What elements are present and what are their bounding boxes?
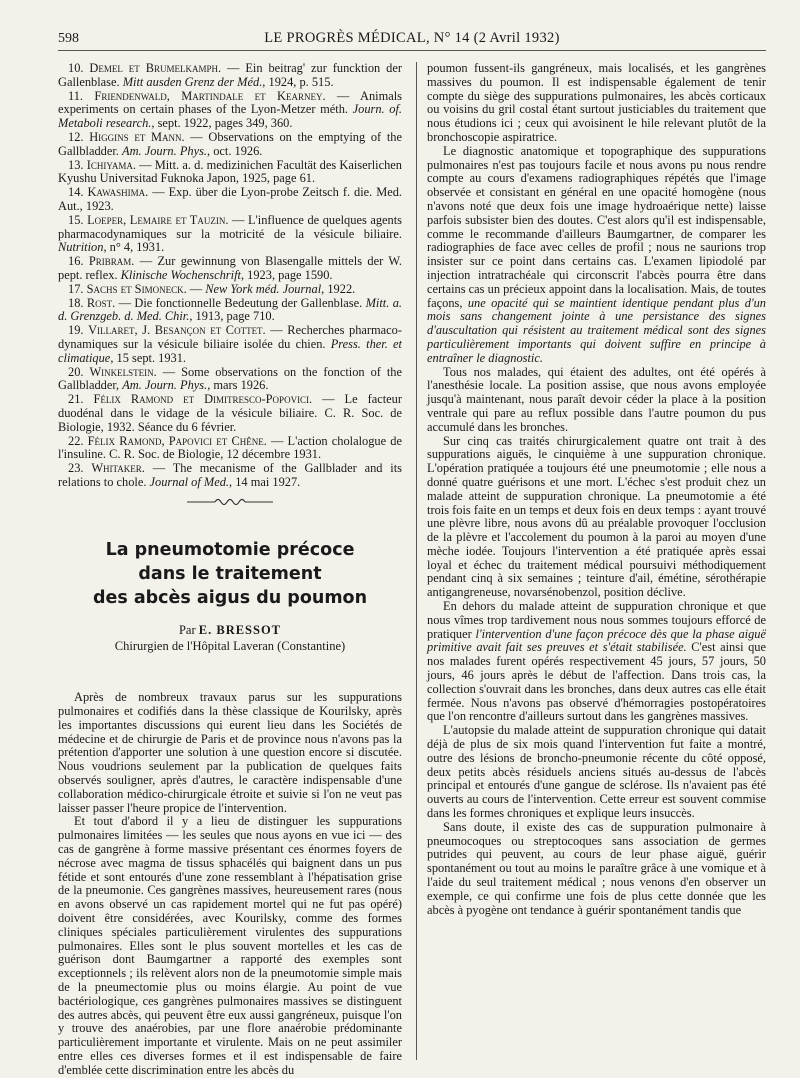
body-paragraph [427,62,766,145]
reference-item [58,131,402,159]
paragraph-text: Sans doute, il existe des cas de suppuration pulmonaire à pneumocoques ou streptocoques sans association de germes putrides qui peuvent, au cours de leur phase aiguë, guérir spontanément ou tout au moins le paraître grâce à une vomique et à l'aide du seul traitement médical ; nous venons d'en observer un exemple, ce qui confirme une fois de plus cette donnée que les abcès à pyogène ont tendance à guérir spontanément tandis que [427,819,766,917]
reference-details: , sept. 1922, pages 349, 360. [151,116,293,131]
reference-journal: Am. Journ. Phys. [122,378,208,393]
title-line-2: dans le traitement [138,563,322,584]
reference-text: — Die fonctionnelle Bedeutung der Gallenblase. [115,295,366,310]
reference-authors: Friendenwald, Martindale et Kearney. [94,88,326,103]
body-paragraph [427,435,766,601]
reference-item [58,435,402,463]
right-column [425,62,766,1078]
article-title [58,538,402,610]
paragraph-emphasis: l'intervention d'une façon précoce dès que la phase aiguë primitive avait fait ses preuves et s'était stabilisée. [427,626,766,655]
reference-number: 17. [68,281,87,296]
reference-item [58,255,402,283]
reference-authors: Loeper, Lemaire et Tauzin. [87,212,229,227]
body-paragraph [427,724,766,821]
reference-authors: Félix Ramond et Dimitresco-Popovici. [93,392,313,407]
paragraph-text: poumon fussent-ils gangréneux, mais localisés, et les gangrènes massives du poumon. Il est indispensable également de tenir compte du siège des suppurations pulmonaires, les abcès corticaux ou voisins du gril costal étant surtout justiciables du traitement que nous étudions ici ; ceux qui avoisinent le hile relevant plutôt de la bronchoscopie aspiratrice. [427,61,766,144]
reference-text: — Some observations on the fonction of the Gallbladder, [58,364,402,393]
ornament-icon [185,496,275,508]
reference-list [58,62,402,490]
reference-authors: Kawashima. [87,185,149,200]
body-paragraph [427,600,766,724]
reference-authors: Pribram. [88,254,135,269]
reference-authors: Félix Ramond, Papovici et Chêne. [87,433,267,448]
reference-item [58,186,402,214]
reference-journal: Klinische Wochenschrift [120,267,241,282]
reference-authors: Higgins et Mann. [89,129,185,144]
reference-text: — [186,281,206,296]
reference-journal: Press. ther. et climatique [58,336,402,365]
reference-item [58,90,402,131]
paragraph-text: L'autopsie du malade atteint de suppuration chronique qui datait déjà de plus de six mois quand l'intervention fut faite a montré, outre des lésions de broncho-pneumonie récente du côté opposé, deux petits abcès résiduels anciens situés au-dessus de l'abcès principal et entourés d'une gangue de sclérose. Ils n'avaient pas été ouverts au cours de l'intervention. Cette erreur est souvent commise dans les formes chroniques et explique leurs insuccès. [427,723,766,821]
reference-number: 20. [68,364,90,379]
reference-text: — L'influence de quelques agents pharmacodynamiques sur la motricité de la vésicule biliaire. [58,212,402,241]
reference-number: 12. [68,129,90,144]
reference-number: 14. [68,185,88,200]
reference-text: — Zur gewinnung von Blasengalle mittels der W. pept. reflex. [58,254,402,282]
title-line-1: La pneumotomie précoce [105,539,355,560]
reference-text: — Mitt. a. d. medizinichen Facultät des Kaiserlichen Kyushu Universitad Fuknoka Japon, 1925, page 61. [58,157,402,186]
reference-number: 16. [68,254,89,269]
reference-number: 13. [68,157,87,172]
reference-item [58,159,402,187]
reference-journal: Mitt ausden Grenz der Méd. [122,74,263,89]
reference-item [58,324,402,365]
reference-authors: Sachs et Simoneck. [86,281,187,296]
reference-authors: Ichiyama. [86,157,136,172]
reference-item [58,297,402,325]
body-paragraph [427,821,766,918]
reference-item [58,462,402,490]
reference-details: , 1924, p. 515. [262,74,334,89]
reference-details: , 1923, page 1590. [240,267,333,282]
reference-number: 10. [68,61,90,75]
reference-details: , 1913, page 710. [189,309,275,324]
reference-journal: Am. Journ. Phys. [122,143,207,158]
paragraph-text: Tous nos malades, qui étaient des adultes, ont été opérés à l'anesthésie locale. La position assise, que nous avons employée jusqu'à maintenant, nous paraît devoir céder la place à la position ventrale qui pare au reflux possible dans l'autre poumon du pus accumulé dans les bronches. [427,364,766,434]
reference-number: 22. [68,433,88,448]
reference-details: , oct. 1926. [207,143,263,158]
paragraph-text: En dehors du malade atteint de suppuration chronique et que nous vîmes trop tardivement nous nous sommes toujours efforcé de pratiquer [427,599,766,641]
reference-authors: Whitaker. [91,461,145,476]
body-paragraph: Et tout d'abord il y a lieu de distinguer les suppurations pulmonaires limitées — les seules que nous ayons en vue ici — des cas de gangrène à forme massive présentant ces énormes foyers de nécrose avec magma de tissus sphacélés qui baignent dans un pus fétide et sont entourés d'une zone ressemblant à l'hépatisation grise de la pneumonie. Ces gangrènes massives, heureusement rares (nous en avons observé un cas rapidement mortel qui ne fut pas opéré) doivent être considérées, avec Kourilsky, comme des formes cliniques spéciales particulièrement virulentes des suppurations pulmonaires. Elles sont le plus souvent mortelles et les cas de guérison dont Baumgartner a rapporté des exemples sont exceptionnels ; ils relèvent alors non de la pneumotomie simple mais de la pneumectomie plus ou moins élargie. Au point de vue bactériologique, ces gangrènes pulmonaires massives se distinguent des autres abcès, qui peuvent être eux aussi gangréneux, puisque l'on y trouve des anaérobies, par une flore anaérobie prédominante particulièrement importante et virulente. Mais on ne peut assimiler entre elles ces diverses formes et il est indispensable de faire d'emblée cette discrimination entre les abcès du [58,814,402,1077]
left-column [58,62,408,1078]
reference-authors: Villaret, J. Besançon et Cottet. [88,323,266,338]
reference-number: 18. [68,295,87,310]
reference-details: , 14 mai 1927. [229,474,301,489]
right-body-text [427,62,766,917]
paragraph-emphasis: une opacité qui se maintient identique pendant plus d'un mois sans changement jointe à une persistance des signes d'auscultation qui résistent au traitement médical sont des signes particulièrement importants qui doivent suffire en principe à entraîner le diagnostic. [427,295,766,365]
reference-journal: New York méd. Journal [205,281,322,296]
paragraph-text: Sur cinq cas traités chirurgicalement quatre ont trait à des suppurations aiguës, le cinquième à une suppuration chronique. L'opération pratiquée a toujours été une pneumotomie ; elle nous a donné quatre guérisons et une mort. L'échec s'est produit chez un malade atteint de suppuration chronique. La pneumotomie a été trois fois faite en un temps et deux fois en deux temps : ayant trouvé une plèvre libre, nous avons dû au préalable provoquer l'occlusion de la plèvre et l'accolement du poumon à la paroi au moyen d'une mèche iodée. Toujours l'intervention a été pratiquée après essai loyal et échec du traitement médical poursuivi méthodiquement pendant cinq à six semaines ; teinture d'ail, émétine, sérothérapie antigangreneuse, novarsénobenzol, position déclive. [427,433,766,600]
reference-item [58,62,402,90]
reference-number: 19. [68,323,89,338]
reference-item [58,283,402,297]
paragraph-text-continued: C'est ainsi que nos malades furent opérés respectivement 45 jours, 57 jours, 50 jours, 46 jours après le début de l'affection. Dans trois cas, la collection s'ouvrait dans les bronches, dans deux autres cas elle était fermée. Nous n'avons pas observé d'hémorragies postopératoires que l'on rencontre d'ailleurs surtout dans les gangrènes massives. [427,640,766,724]
title-line-3: des abcès aigus du poumon [92,587,368,608]
reference-text: — Le facteur duodénal dans le vidage de la vésicule biliaire. C. R. Soc. de Biologie, 1932. Séance du 6 février. [58,392,402,434]
body-paragraph [427,145,766,366]
reference-journal: Mitt. a. d. Grenzgeb. d. Med. Chir. [58,295,402,324]
reference-authors: Rost. [86,295,116,310]
reference-details: , mars 1926. [207,378,269,393]
reference-journal: Nutrition [58,240,104,255]
reference-details: , n° 4, 1931. [103,240,165,255]
column-rule [416,62,417,1060]
reference-details: , 15 sept. 1931. [110,350,187,365]
reference-text: — Exp. über die Lyon-probe Zeitsch f. die. Med. Aut., 1923. [58,185,403,213]
reference-details: , 1922. [321,281,356,296]
reference-text: — L'action cholalogue de l'insuline. C. R. Soc. de Biologie, 12 décembre 1931. [58,433,402,462]
reference-text: — Ein beitrag' zur funcktion der Gallenblase. [58,61,402,89]
reference-journal: Journ. of. Metaboli research. [58,102,402,131]
reference-number: 23. [68,461,92,476]
paragraph-text: Le diagnostic anatomique et topographique des suppurations pulmonaires n'est pas toujours facile et nous avons pu nous rendre compte au cours d'examens radiographiques répétés que l'image observée et consistant en général en une opacité homogène (nous n'avons noté que deux fois une image hydroaérique nette) laisse parfois subsister bien des doutes. C'est alors qu'il est indispensable, comme le recommande d'ailleurs Baumgartner, de comparer les radiographies de face avec celles de profil ; nous ne saurions trop insister sur ce point dans certains cas. L'examen lipiodolé par injection intratrachéale qui circonscrit l'abcès pourra être dans certains cas un précieux appoint dans la localisation. Mais, de toutes façons, [427,143,766,310]
reference-item [58,366,402,394]
reference-number: 11. [68,88,95,103]
reference-item [58,214,402,255]
byline [58,624,402,638]
reference-number: 15. [68,212,88,227]
reference-authors: Winkelstein. [89,364,157,379]
reference-item [58,393,402,434]
page-number: 598 [58,31,79,46]
page-header [58,28,766,51]
author-affiliation: Chirurgien de l'Hôpital Laveran (Constantine) [114,638,346,653]
reference-text: — Animals experiments on certain phases of the Lyon-Metzer méth. [58,88,402,117]
byline-prefix: Par [178,622,199,637]
author-name: E. BRESSOT [198,622,282,637]
two-column-body [58,62,766,1078]
section-ornament [58,496,402,508]
body-paragraph: Après de nombreux travaux parus sur les suppurations pulmonaires et codifiés dans la thèse classique de Kourilsky, après les importantes discussions qui eurent lieu dans les Sociétés de médecine et de chirurgie de Paris et de province nous n'avons pas la prétention d'apporter une solution à une question encore si discutée. Nous voudrions seulement par la publication de quelques faits observés souligner, après d'autres, le caractère indispensable d'une collaboration médico-chirurgicale étroite et suivie si l'on ne veut pas laisser passer l'heure propice de l'intervention. [58,690,402,815]
reference-journal: Journal of Med. [149,474,230,489]
reference-text: — Observations on the emptying of the Gallbladder. [58,129,402,158]
body-paragraph [427,366,766,435]
reference-text: — The mecanisme of the Gallblader and its relations to chole. [58,461,402,489]
reference-authors: Demel et Brumelkamph. [89,61,222,75]
reference-number: 21. [68,392,94,407]
left-body-text [58,691,402,1077]
reference-text: — Recherches pharmaco-dynamiques sur la vésicule biliaire isolée du chien. [58,323,402,351]
running-title: LE PROGRÈS MÉDICAL, N° 14 (2 Avril 1932) [264,30,560,46]
